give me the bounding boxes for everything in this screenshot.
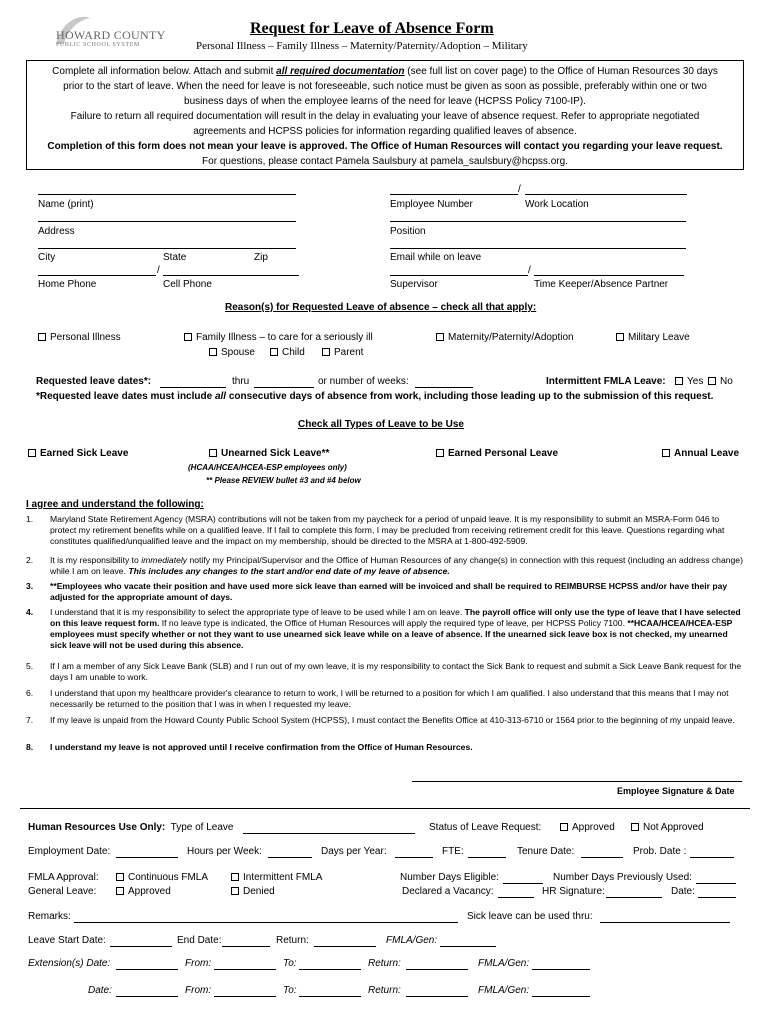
unearned-note-1: (HCAA/HCEA/HCEA-ESP employees only) bbox=[188, 463, 347, 472]
earned-personal-option[interactable] bbox=[436, 448, 558, 459]
option-label: Family Illness – to care for a seriously ill bbox=[196, 332, 373, 343]
checkbox-icon[interactable] bbox=[209, 348, 217, 356]
item-text bbox=[50, 555, 744, 577]
annual-leave-option[interactable] bbox=[662, 448, 739, 459]
item-text: **Employees who vacate their position and have used more sick leave than earned will be invoiced and shall be required to REIMBURSE HCPSS and/or have their pay adjusted for the appropriate amount of days. bbox=[50, 581, 728, 602]
work-location-input[interactable] bbox=[525, 194, 687, 195]
days-eligible-input[interactable] bbox=[503, 883, 543, 884]
checkbox-icon[interactable] bbox=[231, 873, 239, 881]
city-label: City bbox=[38, 252, 56, 263]
notice-contact: For questions, please contact Pamela Saulsbury at pamela_saulsbury@hcpss.org. bbox=[202, 156, 568, 167]
item-text-part: I understand that it is my responsibility to select the appropriate type of leave to be used while I am on leave. bbox=[50, 607, 465, 617]
vacancy-label: Declared a Vacancy: bbox=[402, 886, 494, 897]
checkbox-icon[interactable] bbox=[560, 823, 568, 831]
earned-sick-option[interactable] bbox=[28, 448, 128, 459]
personal-illness-option[interactable] bbox=[38, 332, 121, 343]
prob-date-input[interactable] bbox=[690, 857, 734, 858]
checkbox-icon[interactable] bbox=[662, 449, 670, 457]
days-year-input[interactable] bbox=[395, 857, 433, 858]
state-label: State bbox=[163, 252, 187, 263]
signature-label: Employee Signature & Date bbox=[617, 786, 735, 796]
logo-text-line1: HOWARD COUNTY bbox=[56, 28, 166, 42]
intermittent-label: Intermittent FMLA Leave: bbox=[546, 376, 666, 387]
weeks-label: or number of weeks: bbox=[318, 376, 409, 387]
employee-number-label: Employee Number bbox=[390, 199, 473, 210]
ext-to-label: To: bbox=[283, 958, 297, 969]
ext2-fmla-gen-label: FMLA/Gen: bbox=[478, 985, 530, 996]
checkbox-icon[interactable] bbox=[270, 348, 278, 356]
item-number: 5. bbox=[26, 661, 34, 671]
notice-text: business days of when the employee learns of the need for leave (HCPSS Policy 7100-IP). bbox=[184, 96, 586, 107]
checkbox-icon[interactable] bbox=[209, 449, 217, 457]
status-label: Status of Leave Request: bbox=[429, 822, 542, 833]
end-date-input[interactable] bbox=[254, 387, 314, 388]
checkbox-icon[interactable] bbox=[631, 823, 639, 831]
prob-date-label: Prob. Date : bbox=[633, 846, 687, 857]
sick-thru-label: Sick leave can be used thru: bbox=[467, 911, 593, 922]
ext-to-input[interactable] bbox=[299, 969, 361, 970]
ext2-return-input[interactable] bbox=[406, 996, 468, 997]
days-eligible-label: Number Days Eligible: bbox=[400, 872, 499, 883]
instructions-box bbox=[26, 60, 744, 170]
option-label: Approved bbox=[572, 822, 615, 833]
fmla-approval-label: FMLA Approval: bbox=[28, 872, 99, 883]
item-number: 1. bbox=[26, 514, 34, 524]
general-approved-option[interactable] bbox=[116, 886, 171, 897]
days-used-label: Number Days Previously Used: bbox=[553, 872, 692, 883]
hr-signature-label: HR Signature: bbox=[542, 886, 605, 897]
remarks-input[interactable] bbox=[74, 922, 458, 923]
ext2-date-input[interactable] bbox=[116, 996, 178, 997]
maternity-option[interactable] bbox=[436, 332, 574, 343]
ext-fmla-gen-input[interactable] bbox=[532, 969, 590, 970]
intermittent-yes-option[interactable] bbox=[675, 376, 703, 387]
spouse-option[interactable] bbox=[209, 347, 255, 358]
name-input[interactable] bbox=[38, 194, 296, 195]
cell-phone-label: Cell Phone bbox=[163, 279, 212, 290]
start-date-input[interactable] bbox=[160, 387, 226, 388]
child-option[interactable] bbox=[270, 347, 305, 358]
employee-signature-input[interactable] bbox=[412, 781, 742, 782]
address-input[interactable] bbox=[38, 221, 296, 222]
hours-week-label: Hours per Week: bbox=[187, 846, 262, 857]
continuous-fmla-option[interactable] bbox=[116, 872, 208, 883]
hr-date-input[interactable] bbox=[698, 897, 736, 898]
emp-slash: / bbox=[518, 184, 521, 195]
fmla-gen-label: FMLA/Gen: bbox=[386, 935, 438, 946]
sup-slash: / bbox=[528, 265, 531, 276]
employee-number-input[interactable] bbox=[390, 194, 518, 195]
position-input[interactable] bbox=[390, 221, 686, 222]
option-label: Denied bbox=[243, 886, 275, 897]
return-label: Return: bbox=[276, 935, 309, 946]
checkbox-icon[interactable] bbox=[38, 333, 46, 341]
ext2-fmla-gen-input[interactable] bbox=[532, 996, 590, 997]
checkbox-icon[interactable] bbox=[675, 377, 683, 385]
home-phone-label: Home Phone bbox=[38, 279, 97, 290]
intermittent-no-option[interactable] bbox=[708, 376, 733, 387]
zip-label: Zip bbox=[254, 252, 268, 263]
checkbox-icon[interactable] bbox=[184, 333, 192, 341]
option-label: Unearned Sick Leave** bbox=[221, 448, 330, 459]
item-text-emphasis: **HCAA/HCEA/HCEA-ESP employees must specify whether or not they want to use unearned sick leave while on a leave of absence. If the unearned sick leave box is not checked, my unearned sick leave will not be used during this absence. bbox=[50, 618, 733, 650]
unearned-sick-option[interactable] bbox=[209, 448, 329, 459]
notice-text: (see full list on cover page) to the Office of Human Resources 30 days bbox=[404, 66, 718, 77]
leave-start-label: Leave Start Date: bbox=[28, 935, 106, 946]
notice-text: Failure to return all required documentation will result in the delay in evaluating your leave of absence request. Refer to appropriate negotiated bbox=[70, 111, 700, 122]
ext-return-label: Return: bbox=[368, 958, 401, 969]
option-label: Spouse bbox=[221, 347, 255, 358]
email-input[interactable] bbox=[390, 248, 686, 249]
ext-from-input[interactable] bbox=[214, 969, 276, 970]
requested-dates-label: Requested leave dates*: bbox=[36, 376, 152, 387]
option-label: Approved bbox=[128, 886, 171, 897]
option-label: Military Leave bbox=[628, 332, 690, 343]
hours-week-input[interactable] bbox=[268, 857, 312, 858]
tenure-date-label: Tenure Date: bbox=[517, 846, 575, 857]
hcpss-logo bbox=[52, 14, 166, 54]
type-of-leave-label: Type of Leave bbox=[170, 822, 234, 833]
form-title: Request for Leave of Absence Form bbox=[250, 20, 494, 37]
option-label: Child bbox=[282, 347, 305, 358]
employment-date-input[interactable] bbox=[116, 857, 178, 858]
note-text: consecutive days of absence from work, including those leading up to the submission of this request. bbox=[226, 391, 714, 402]
address-label: Address bbox=[38, 226, 75, 237]
sick-thru-input[interactable] bbox=[600, 922, 730, 923]
home-phone-input[interactable] bbox=[38, 275, 156, 276]
notice-emphasis: all required documentation bbox=[276, 66, 405, 77]
item-text: If my leave is unpaid from the Howard County Public School System (HCPSS), I must contact the Benefits Office at 410-313-6710 or 1564 prior to the beginning of my unpaid leave. bbox=[50, 715, 735, 725]
end-date-label: End Date: bbox=[177, 935, 222, 946]
hr-type-row bbox=[28, 822, 233, 833]
work-location-label: Work Location bbox=[525, 199, 589, 210]
note-emphasis: all bbox=[214, 391, 227, 402]
item-number: 2. bbox=[26, 555, 34, 565]
item-text-emphasis: This includes any changes to the start and/or end date of my leave of absence. bbox=[128, 566, 450, 576]
item-number: 3. bbox=[26, 581, 34, 591]
type-of-leave-input[interactable] bbox=[243, 833, 415, 834]
cell-phone-input[interactable] bbox=[163, 275, 299, 276]
unearned-note-2: ** Please REVIEW bullet #3 and #4 below bbox=[206, 476, 361, 485]
ext2-from-input[interactable] bbox=[214, 996, 276, 997]
item-text-part: It is my responsibility to bbox=[50, 555, 142, 565]
checkbox-icon[interactable] bbox=[231, 887, 239, 895]
city-state-zip-input[interactable] bbox=[38, 248, 296, 249]
days-used-input[interactable] bbox=[696, 883, 736, 884]
name-label: Name (print) bbox=[38, 199, 94, 210]
family-illness-option[interactable] bbox=[184, 332, 373, 343]
notice-text: prior to the start of leave. When the need for leave is not foreseeable, such notice must be given as soon as possible, preferably within one or two bbox=[63, 81, 707, 92]
ext2-return-label: Return: bbox=[368, 985, 401, 996]
item-text: If I am a member of any Sick Leave Bank (SLB) and I run out of my own leave, it is my responsibility to contact the Sick Bank to request and submit a Sick Leave Bank request for the days I am unable to work. bbox=[50, 661, 742, 682]
fte-input[interactable] bbox=[468, 857, 506, 858]
item-number: 8. bbox=[26, 742, 34, 752]
item-text-emphasis: The payroll office will only use the type of leave that I have selected on this leave request form. bbox=[50, 607, 741, 628]
status-approved-option[interactable] bbox=[560, 822, 615, 833]
option-label: Earned Sick Leave bbox=[40, 448, 129, 459]
employment-date-label: Employment Date: bbox=[28, 846, 111, 857]
ext-fmla-gen-label: FMLA/Gen: bbox=[478, 958, 530, 969]
supervisor-input[interactable] bbox=[390, 275, 528, 276]
notice-bold-text: Completion of this form does not mean your leave is approved. The Office of Human Resources will contact you regarding your leave request. bbox=[47, 141, 723, 152]
checkbox-icon[interactable] bbox=[616, 333, 624, 341]
item-text-part: If no leave type is indicated, the Office of Human Resources will apply the required type of leave, per HCPSS Policy 7100. bbox=[159, 618, 628, 628]
days-year-label: Days per Year: bbox=[321, 846, 387, 857]
email-label: Email while on leave bbox=[390, 252, 482, 263]
return-input[interactable] bbox=[314, 946, 376, 947]
option-label: Not Approved bbox=[643, 822, 704, 833]
general-denied-option[interactable] bbox=[231, 886, 275, 897]
form-subtitle: Personal Illness – Family Illness – Maternity/Paternity/Adoption – Military bbox=[196, 40, 528, 52]
ext-return-input[interactable] bbox=[406, 969, 468, 970]
option-label: Personal Illness bbox=[50, 332, 121, 343]
vacancy-input[interactable] bbox=[498, 897, 534, 898]
option-label: Intermittent FMLA bbox=[243, 872, 323, 883]
leave-types-heading: Check all Types of Leave to be Use bbox=[298, 419, 464, 430]
hr-use-only-label: Human Resources Use Only: bbox=[28, 822, 166, 833]
item-text-emphasis: immediately bbox=[141, 555, 188, 565]
logo-text-line2: PUBLIC SCHOOL SYSTEM bbox=[56, 42, 140, 48]
remarks-label: Remarks: bbox=[28, 911, 71, 922]
military-option[interactable] bbox=[616, 332, 690, 343]
ext2-to-label: To: bbox=[283, 985, 297, 996]
phone-slash: / bbox=[157, 265, 160, 276]
timekeeper-label: Time Keeper/Absence Partner bbox=[534, 279, 669, 290]
end-date-hr-input[interactable] bbox=[222, 946, 270, 947]
item-text: Maryland State Retirement Agency (MSRA) contributions will not be taken from my paycheck for a period of unpaid leave. It is my responsibility to submit an MSRA-Form 046 to protect my retirement benefits while on a qualified leave. If I fail to complete this form, I may be precluded from receiving retirement credit for this leave. Questions regarding what constitutes qualified/unqualified leave and the impact on my membership, should be directed to the MSRA at 1-800-492-5909. bbox=[50, 514, 725, 546]
ext2-from-label: From: bbox=[185, 985, 212, 996]
checkbox-icon[interactable] bbox=[322, 348, 330, 356]
tenure-date-input[interactable] bbox=[581, 857, 623, 858]
agreement-heading: I agree and understand the following: bbox=[26, 499, 204, 510]
reasons-heading: Reason(s) for Requested Leave of absence – check all that apply: bbox=[225, 302, 537, 313]
item-text-part: notify my Principal/Supervisor and the Office of Human Resources of any change(s) in connection with this request (including an address change) while I am on leave. bbox=[50, 555, 743, 576]
item-text bbox=[50, 607, 744, 651]
ext2-to-input[interactable] bbox=[299, 996, 361, 997]
weeks-input[interactable] bbox=[415, 387, 473, 388]
item-number: 7. bbox=[26, 715, 34, 725]
option-label: Maternity/Paternity/Adoption bbox=[448, 332, 574, 343]
thru-label: thru bbox=[232, 376, 250, 387]
checkbox-icon[interactable] bbox=[116, 873, 124, 881]
checkbox-icon[interactable] bbox=[116, 887, 124, 895]
notice-text: agreements and HCPSS policies for information regarding qualified leaves of absence. bbox=[193, 126, 577, 137]
note-text: *Requested leave dates must include bbox=[36, 391, 215, 402]
item-number: 4. bbox=[26, 607, 34, 617]
dates-note bbox=[36, 391, 713, 402]
item-number: 6. bbox=[26, 688, 34, 698]
intermittent-fmla-option[interactable] bbox=[231, 872, 322, 883]
checkbox-icon[interactable] bbox=[436, 333, 444, 341]
option-label: Annual Leave bbox=[674, 448, 740, 459]
leave-start-input[interactable] bbox=[110, 946, 172, 947]
option-label: Yes bbox=[687, 376, 704, 387]
item-text: I understand that upon my healthcare provider's clearance to return to work, I will be returned to a position for which I am qualified. I also understand that this means that I may not necessarily be returned to the position that I was in when I requested my leave. bbox=[50, 688, 729, 709]
item-text: I understand my leave is not approved until I receive confirmation from the Office of Human Resources. bbox=[50, 742, 473, 752]
checkbox-icon[interactable] bbox=[28, 449, 36, 457]
option-label: No bbox=[720, 376, 733, 387]
option-label: Earned Personal Leave bbox=[448, 448, 559, 459]
timekeeper-input[interactable] bbox=[534, 275, 684, 276]
fmla-gen-input[interactable] bbox=[440, 946, 496, 947]
extension-date-label: Extension(s) Date: bbox=[28, 958, 111, 969]
hr-signature-input[interactable] bbox=[606, 897, 662, 898]
position-label: Position bbox=[390, 226, 426, 237]
general-leave-label: General Leave: bbox=[28, 886, 97, 897]
option-label: Continuous FMLA bbox=[128, 872, 209, 883]
checkbox-icon[interactable] bbox=[708, 377, 716, 385]
notice-text: Complete all information below. Attach and submit bbox=[52, 66, 277, 77]
checkbox-icon[interactable] bbox=[436, 449, 444, 457]
status-not-approved-option[interactable] bbox=[631, 822, 704, 833]
fte-label: FTE: bbox=[442, 846, 464, 857]
parent-option[interactable] bbox=[322, 347, 363, 358]
section-divider bbox=[20, 808, 750, 809]
extension-date-input[interactable] bbox=[116, 969, 178, 970]
ext2-date-label: Date: bbox=[88, 985, 112, 996]
supervisor-label: Supervisor bbox=[390, 279, 438, 290]
hr-date-label: Date: bbox=[671, 886, 695, 897]
ext-from-label: From: bbox=[185, 958, 212, 969]
option-label: Parent bbox=[334, 347, 364, 358]
